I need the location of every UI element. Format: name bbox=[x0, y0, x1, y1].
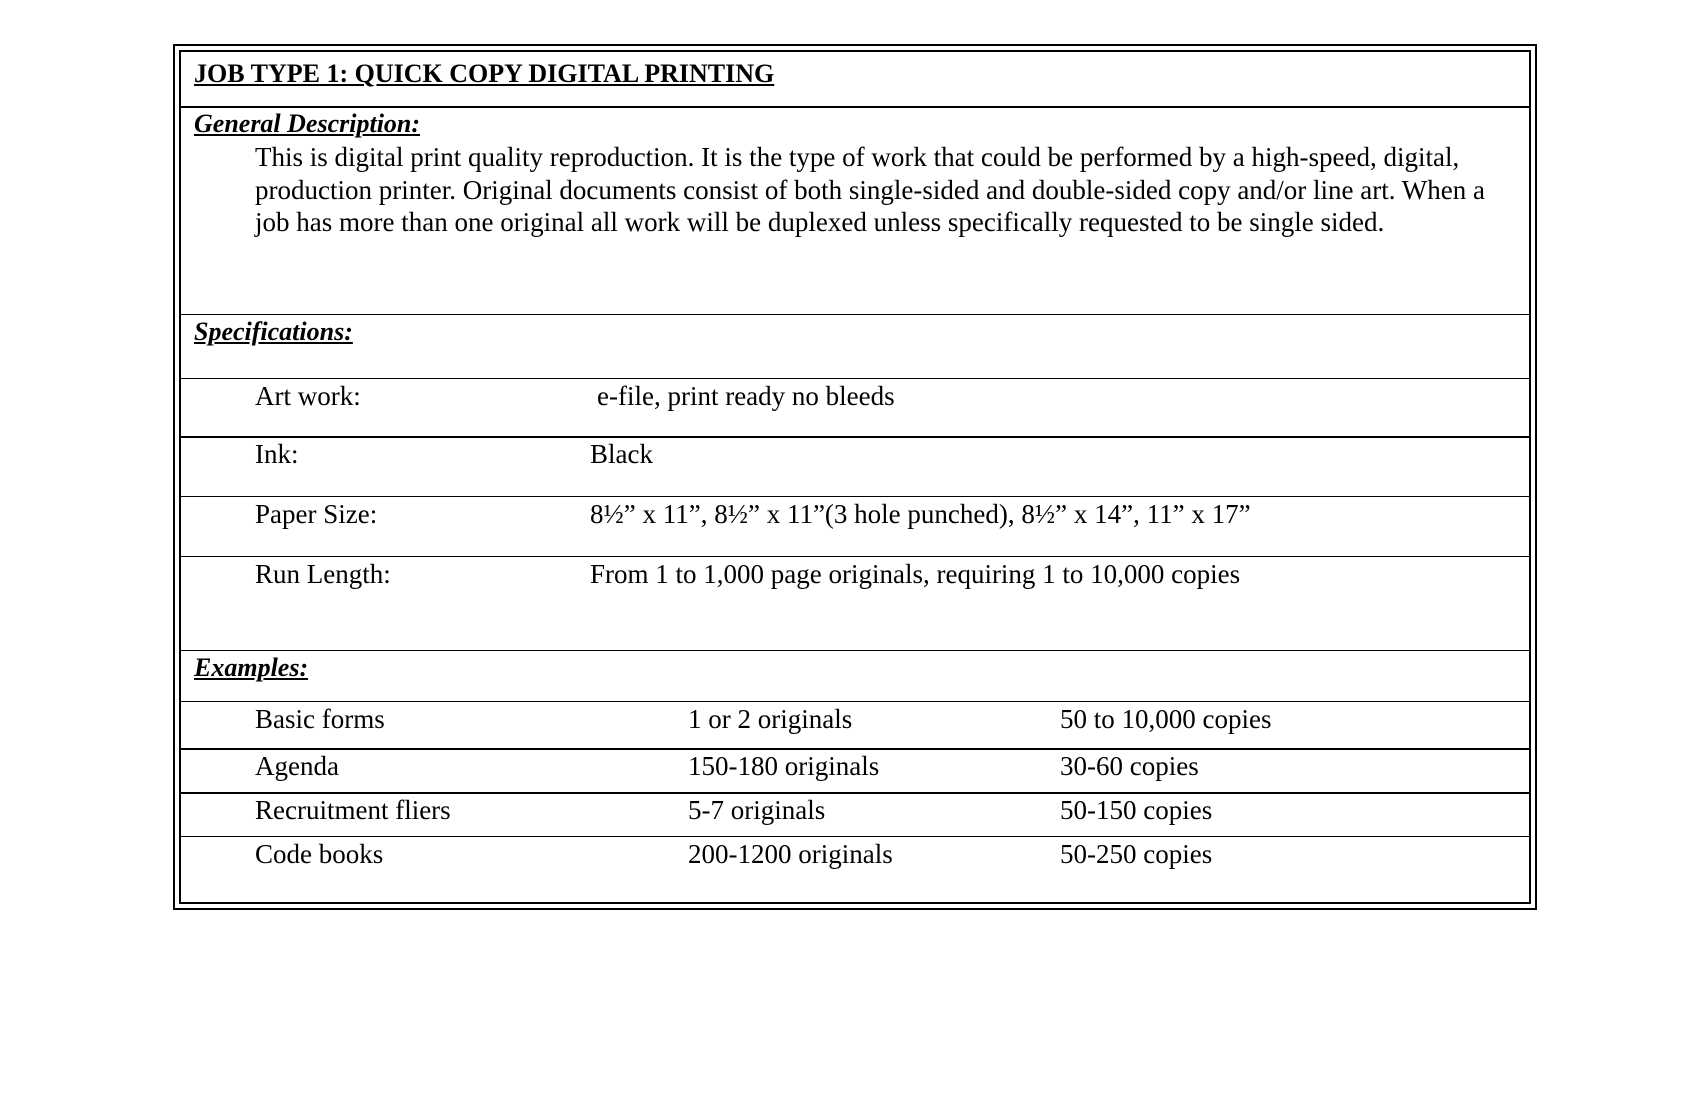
spec-label: Art work: bbox=[255, 381, 361, 411]
spec-label: Ink: bbox=[255, 439, 299, 469]
spec-value: Black bbox=[590, 439, 653, 469]
example-originals: 5-7 originals bbox=[688, 795, 826, 825]
job-title: JOB TYPE 1: QUICK COPY DIGITAL PRINTING bbox=[194, 59, 775, 88]
job-type-table-inner-border bbox=[179, 50, 1531, 904]
example-item: Basic forms bbox=[255, 704, 385, 734]
example-originals: 1 or 2 originals bbox=[688, 704, 853, 734]
spec-label: Paper Size: bbox=[255, 499, 378, 529]
example-copies: 50-150 copies bbox=[1060, 795, 1213, 825]
row-divider bbox=[181, 556, 1529, 557]
spec-value: 8½” x 11”, 8½” x 11”(3 hole punched), 8½” x 14”, 11” x 17” bbox=[590, 499, 1251, 529]
example-originals: 200-1200 originals bbox=[688, 839, 893, 869]
job-type-table bbox=[173, 44, 1537, 910]
row-divider bbox=[181, 436, 1529, 438]
example-item: Agenda bbox=[255, 751, 339, 781]
example-originals: 150-180 originals bbox=[688, 751, 880, 781]
example-item: Code books bbox=[255, 839, 384, 869]
row-divider bbox=[181, 650, 1529, 651]
example-copies: 50 to 10,000 copies bbox=[1060, 704, 1272, 734]
general-description-text: This is digital print quality reproduction. It is the type of work that could be performed by a high-speed, digital, production printer. Original documents consist of both single-sided and double-sided copy and/or line art. When a job has more than one original all work will be duplexed unless specifically requested to be single sided. bbox=[255, 142, 1485, 237]
spec-value: e-file, print ready no bleeds bbox=[597, 381, 895, 411]
row-divider bbox=[181, 314, 1529, 315]
spec-label: Run Length: bbox=[255, 559, 391, 589]
example-copies: 50-250 copies bbox=[1060, 839, 1213, 869]
row-divider bbox=[181, 836, 1529, 837]
example-copies: 30-60 copies bbox=[1060, 751, 1199, 781]
row-divider bbox=[181, 701, 1529, 702]
spec-value: From 1 to 1,000 page originals, requiring 1 to 10,000 copies bbox=[590, 559, 1241, 589]
general-description-heading: General Description: bbox=[194, 109, 421, 138]
row-divider bbox=[181, 496, 1529, 497]
specifications-heading: Specifications: bbox=[194, 317, 353, 346]
examples-heading: Examples: bbox=[194, 653, 309, 682]
example-item: Recruitment fliers bbox=[255, 795, 451, 825]
row-divider bbox=[181, 378, 1529, 379]
